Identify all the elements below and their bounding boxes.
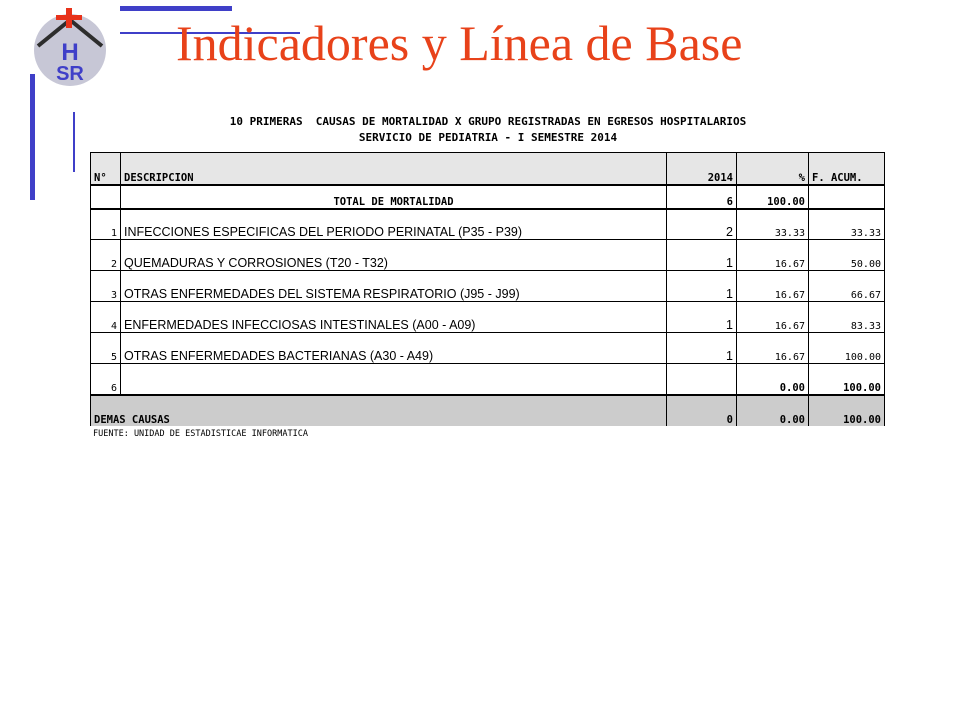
row-acum: 83.33 xyxy=(809,302,885,333)
source-footnote: FUENTE: UNIDAD DE ESTADISTICAE INFORMATICA xyxy=(93,429,308,439)
row-desc: ENFERMEDADES INFECCIOSAS INTESTINALES (A00 - A09) xyxy=(121,302,667,333)
row-value: 1 xyxy=(667,240,737,271)
mortality-table xyxy=(90,152,885,426)
row-num: 5 xyxy=(91,333,121,364)
total-value: 6 xyxy=(667,185,737,209)
demas-pct: 0.00 xyxy=(737,395,809,426)
row-acum: 50.00 xyxy=(809,240,885,271)
svg-text:H: H xyxy=(61,39,79,66)
row-acum: 100.00 xyxy=(809,364,885,395)
row-pct: 16.67 xyxy=(737,302,809,333)
total-pct: 100.00 xyxy=(737,185,809,209)
header-year: 2014 xyxy=(667,153,737,185)
report-heading-line2: SERVICIO DE PEDIATRIA - I SEMESTRE 2014 xyxy=(358,131,618,144)
row-desc: INFECCIONES ESPECIFICAS DEL PERIODO PERINATAL (P35 - P39) xyxy=(121,209,667,240)
row-num: 4 xyxy=(91,302,121,333)
total-row xyxy=(91,185,885,209)
decorative-line-top xyxy=(120,6,232,11)
hospital-house-icon xyxy=(30,8,110,88)
total-acum xyxy=(809,185,885,209)
row-desc: OTRAS ENFERMEDADES DEL SISTEMA RESPIRATORIO (J95 - J99) xyxy=(121,271,667,302)
header-acum: F. ACUM. xyxy=(809,153,885,185)
svg-text:SR: SR xyxy=(56,63,84,85)
demas-value: 0 xyxy=(667,395,737,426)
total-num xyxy=(91,185,121,209)
table-row xyxy=(91,302,885,333)
row-pct: 33.33 xyxy=(737,209,809,240)
row-pct: 16.67 xyxy=(737,271,809,302)
slide-title: Indicadores y Línea de Base xyxy=(176,15,743,71)
row-num: 3 xyxy=(91,271,121,302)
decorative-line-left-thin xyxy=(73,112,75,172)
row-acum: 33.33 xyxy=(809,209,885,240)
row-acum: 100.00 xyxy=(809,333,885,364)
row-acum: 66.67 xyxy=(809,271,885,302)
report-heading xyxy=(90,114,886,146)
row-value: 1 xyxy=(667,302,737,333)
table-row xyxy=(91,240,885,271)
row-num: 6 xyxy=(91,364,121,395)
header-pct: % xyxy=(737,153,809,185)
row-num: 1 xyxy=(91,209,121,240)
row-desc xyxy=(121,364,667,395)
row-desc: QUEMADURAS Y CORROSIONES (T20 - T32) xyxy=(121,240,667,271)
row-desc: OTRAS ENFERMEDADES BACTERIANAS (A30 - A49) xyxy=(121,333,667,364)
demas-label: DEMAS CAUSAS xyxy=(91,395,667,426)
row-pct: 16.67 xyxy=(737,333,809,364)
row-value: 1 xyxy=(667,333,737,364)
table-row xyxy=(91,209,885,240)
table-row xyxy=(91,364,885,395)
row-value: 2 xyxy=(667,209,737,240)
row-value xyxy=(667,364,737,395)
header-num: N° xyxy=(91,153,121,185)
row-value: 1 xyxy=(667,271,737,302)
row-num: 2 xyxy=(91,240,121,271)
table-row xyxy=(91,333,885,364)
row-pct: 0.00 xyxy=(737,364,809,395)
total-label: TOTAL DE MORTALIDAD xyxy=(121,185,667,209)
table-row xyxy=(91,271,885,302)
demas-acum: 100.00 xyxy=(809,395,885,426)
demas-causas-row xyxy=(91,395,885,426)
row-pct: 16.67 xyxy=(737,240,809,271)
report-heading-line1: 10 PRIMERAS CAUSAS DE MORTALIDAD X GRUPO REGISTRADAS EN EGRESOS HOSPITALARIOS xyxy=(229,115,747,128)
decorative-line-left xyxy=(30,74,35,200)
table-header-row xyxy=(91,153,885,185)
header-desc: DESCRIPCION xyxy=(121,153,667,185)
